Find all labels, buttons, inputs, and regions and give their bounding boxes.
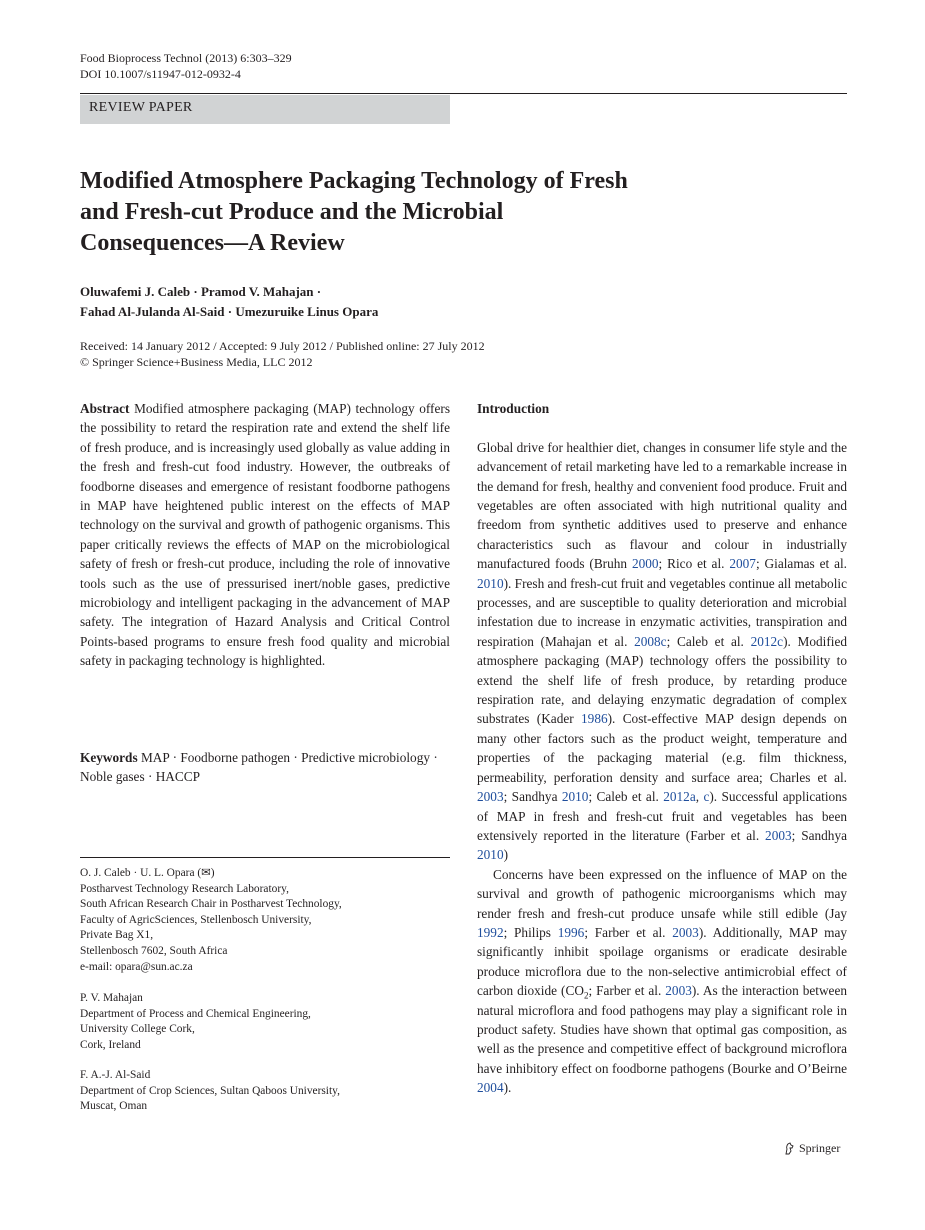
citation-link[interactable]: 2012a <box>663 789 696 805</box>
affiliation-mahajan <box>80 991 450 1053</box>
journal-citation: Food Bioprocess Technol (2013) 6:303–329 <box>80 51 292 65</box>
paragraph-text: ; Caleb et al. <box>588 789 664 805</box>
header-rule <box>80 93 847 94</box>
affil-line: Cork, Ireland <box>80 1038 141 1051</box>
affil-line: Department of Process and Chemical Engineering, <box>80 1007 311 1020</box>
paragraph-text: ; Sandhya <box>503 789 562 805</box>
paragraph-text: ) <box>503 847 509 863</box>
paragraph-text: ). As the interaction between natural microflora and food pathogens may play a significant role in product safety. Studies have shown that optimal gas composition, as well as the presence and competitive effect of background microflora have inhibitory effect on foodborne pathogens (Bourke and O’Beirne <box>477 983 847 1076</box>
citation-link[interactable]: 1996 <box>557 924 585 940</box>
paragraph-text: , <box>695 789 704 805</box>
affil-line: O. J. Caleb · U. L. Opara (✉) <box>80 867 215 879</box>
intro-paragraph-2 <box>477 865 847 1098</box>
affil-line: Department of Crop Sciences, Sultan Qaboos University, <box>80 1084 340 1097</box>
copyright: © Springer Science+Business Media, LLC 2012 <box>80 355 313 369</box>
affil-line: Faculty of AgricSciences, Stellenbosch University, <box>80 913 312 926</box>
authors-line-1: Oluwafemi J. Caleb · Pramod V. Mahajan · <box>80 284 322 299</box>
authors-line-2: Fahad Al-Julanda Al-Said · Umezuruike Linus Opara <box>80 303 379 319</box>
springer-horse-icon <box>784 1142 795 1155</box>
citation-link[interactable]: 2010 <box>477 575 504 591</box>
paragraph-text: ; Gialamas et al. <box>755 556 847 572</box>
citation-link[interactable]: 1986 <box>581 711 608 727</box>
citation-link[interactable]: 2003 <box>477 789 504 805</box>
keywords <box>80 748 450 787</box>
intro-paragraph-1 <box>477 438 847 865</box>
title-line-2: and Fresh-cut Produce and the Microbial <box>80 199 504 225</box>
paragraph-text: Global drive for healthier diet, changes in consumer life style and the advancement of retail marketing have led to a remarkable increase in the demand for fresh, healthy and convenient food produce. Fruit and vegetables are often associated with high nutritional quality and freedom from synthetic additives used to preserve and enhance characteristics such as flavour and colour in industrially manufactured foods (Bruhn <box>477 439 847 572</box>
citation-link[interactable]: 2000 <box>631 556 659 572</box>
abstract-text: Modified atmosphere packaging (MAP) technology offers the possibility to retard the respiration rate and extend the shelf life of fresh produce, and is increasingly used globally as value adding in the fresh and fresh-cut food industry. However, the outbreaks of foodborne diseases and emergence of resistant foodborne pathogens in MAP have heightened public interest on the effects of MAP technology on the survival and growth of pathogenic organisms. This paper critically reviews the effects of MAP on the microbiological safety of fresh or fresh-cut produce, including the role of innovative tools such as the use of pressurised inert/noble gases, predictive microbiology and intelligent packaging in the advancement of MAP safety. The integration of Hazard Analysis and Critical Control Points-based programs to ensure fresh food quality and microbial safety in packaging technology is highlighted. <box>80 401 450 669</box>
affiliation-caleb-opara <box>80 866 450 975</box>
publisher-name: Springer <box>799 1141 841 1155</box>
keywords-text: MAP · Foodborne pathogen · Predictive microbiology · Noble gases · HACCP <box>80 750 438 785</box>
subscript: 2 <box>583 990 589 1001</box>
title-line-1: Modified Atmosphere Packaging Technology of Fresh <box>80 168 628 194</box>
affil-line: Postharvest Technology Research Laboratory, <box>80 882 289 895</box>
article-type-banner <box>80 95 450 124</box>
keywords-label: Keywords <box>80 750 138 765</box>
affil-line: F. A.-J. Al-Said <box>80 1069 151 1081</box>
affil-line: P. V. Mahajan <box>80 992 143 1004</box>
affil-line: University College Cork, <box>80 1023 195 1036</box>
citation-link[interactable]: 2008c <box>634 633 667 649</box>
paragraph-text: ). <box>503 1080 512 1096</box>
citation-link[interactable]: 2004 <box>477 1080 504 1096</box>
citation-link[interactable]: 1992 <box>477 924 504 940</box>
paragraph-text: ; Farber et al. <box>584 924 673 940</box>
abstract-label: Abstract <box>80 401 130 416</box>
paragraph-text: ). Additionally, MAP may significantly inhibit spoilage organisms or eradicate desirable produce microflora due to the non-selective antimicrobial effect of carbon dioxide (CO <box>477 924 847 999</box>
affil-line: Private Bag X1, <box>80 929 154 942</box>
paragraph-text: ). Modified atmosphere packaging (MAP) technology offers the possibility to extend the shelf life of fresh produce, by retarding produce respiration rate, and delaying enzymatic degradation of complex substrates (Kader <box>477 633 847 727</box>
citation-link[interactable]: 2010 <box>477 847 504 863</box>
article-type-label: REVIEW PAPER <box>89 100 193 115</box>
received-dates: Received: 14 January 2012 / Accepted: 9 July 2012 / Published online: 27 July 2012 <box>80 339 485 353</box>
paragraph-text: ). Fresh and fresh-cut fruit and vegetables continue all metabolic processes, and are susceptible to quality deterioration and microbial infestation due to increase in enzymatic activities, transpiration and respiration (Mahajan et al. <box>477 575 847 649</box>
citation-link[interactable]: c <box>703 789 710 805</box>
paragraph-text: ; Caleb et al. <box>666 633 751 649</box>
paragraph-text: ). Successful applications of MAP in fresh and fresh-cut fruit and vegetables has been extensively reported in the literature (Farber et al. <box>477 789 848 843</box>
publisher-logo <box>784 1141 840 1156</box>
paragraph-text: ; Sandhya <box>791 827 847 843</box>
citation-link[interactable]: 2010 <box>561 789 589 805</box>
abstract <box>80 399 450 671</box>
paragraph-text: ; Philips <box>503 924 558 940</box>
citation-link[interactable]: 2007 <box>729 556 756 572</box>
affil-line: South African Research Chair in Postharvest Technology, <box>80 898 342 911</box>
paragraph-text: Concerns have been expressed on the influence of MAP on the survival and growth of pathogenic microorganisms which may render fresh and fresh-cut produce unsafe while still edible (Jay <box>477 866 847 921</box>
citation-link[interactable]: 2012c <box>750 633 784 649</box>
journal-header <box>80 50 292 82</box>
citation-link[interactable]: 2003 <box>672 924 699 940</box>
affiliation-al-said <box>80 1068 450 1115</box>
affil-line: Stellenbosch 7602, South Africa <box>80 944 228 957</box>
author-list <box>80 282 378 321</box>
footnote-rule <box>80 857 450 858</box>
title-line-3: Consequences—A Review <box>80 230 345 256</box>
citation-link[interactable]: 2003 <box>665 983 692 999</box>
citation-link[interactable]: 2003 <box>765 827 792 843</box>
doi[interactable]: DOI 10.1007/s11947-012-0932-4 <box>80 67 241 81</box>
section-heading: Introduction <box>477 401 550 416</box>
introduction-section <box>477 399 847 1098</box>
paragraph-text: ). Cost-effective MAP design depends on many other factors such as the product weight, temperature and properties of the packaging material (e.g. film thickness, permeability, perforation density and surface area; Charles et al. <box>477 711 847 785</box>
paragraph-text: ; Rico et al. <box>658 556 730 572</box>
publication-dates <box>80 338 485 370</box>
article-title <box>80 166 780 259</box>
email-link[interactable]: e-mail: opara@sun.ac.za <box>80 960 193 973</box>
paragraph-text: ; Farber et al. <box>588 983 666 999</box>
affil-line: Muscat, Oman <box>80 1100 148 1113</box>
